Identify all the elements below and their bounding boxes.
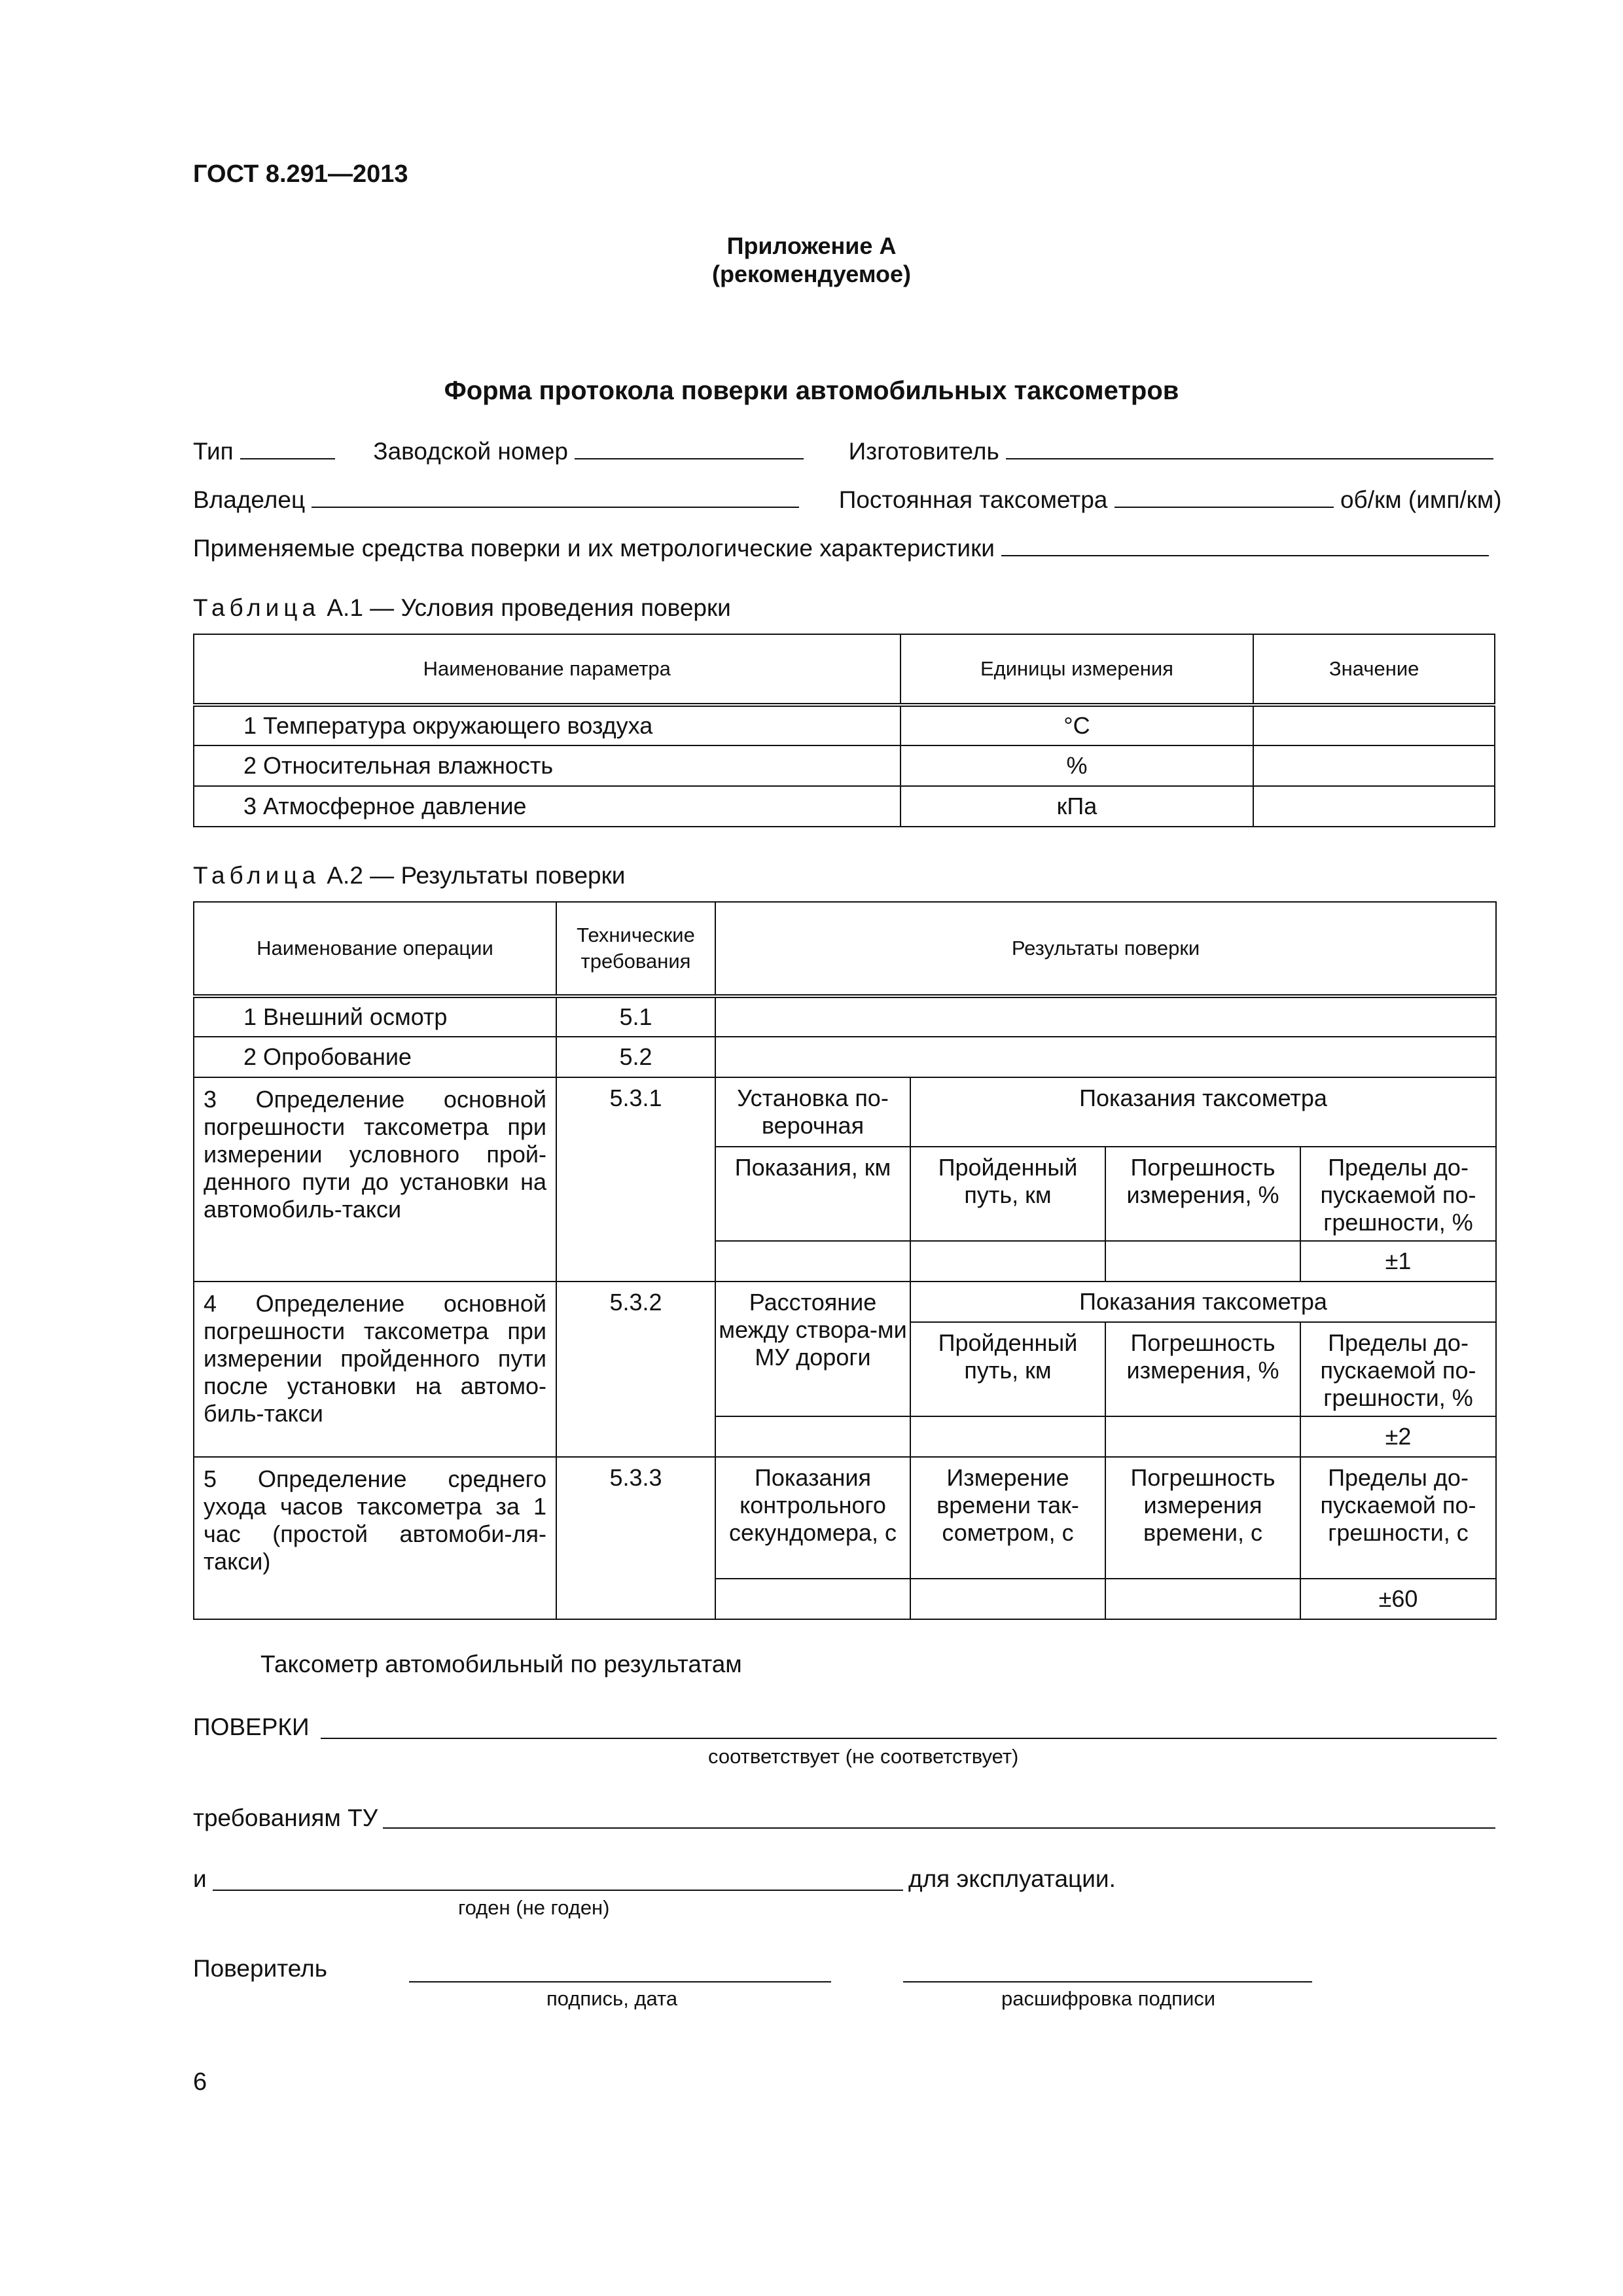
signature-hint: подпись, дата — [546, 1987, 678, 2010]
operation-name: 5 Определение среднего ухода часов таксометра за 1 час (простой автомоби-ля-такси) — [194, 1457, 556, 1619]
standard-number: ГОСТ 8.291—2013 — [193, 160, 408, 188]
field-row-3 — [193, 534, 1489, 562]
param-value[interactable] — [1253, 705, 1495, 745]
param-unit: % — [901, 745, 1254, 786]
serial-blank[interactable] — [575, 437, 804, 459]
operation-req: 5.1 — [556, 996, 715, 1037]
distance-header: Пройденный путь, км — [910, 1147, 1105, 1241]
limit-value: ±1 — [1300, 1241, 1496, 1282]
transcript-hint: расшифровка подписи — [1001, 1987, 1216, 2010]
operation-req: 5.3.3 — [556, 1457, 715, 1619]
error-header: Погрешность измерения, % — [1105, 1147, 1300, 1241]
table1-caption-word: Таблица — [193, 594, 321, 621]
time-meas-header: Измерение времени так-сометром, с — [910, 1457, 1105, 1579]
table2-caption-rest: А.2 — Результаты поверки — [327, 862, 626, 889]
operation-result[interactable] — [715, 1037, 1496, 1077]
value-cell[interactable] — [910, 1241, 1105, 1282]
appendix-title: Приложение А — [726, 232, 897, 259]
field-row-1 — [193, 437, 1493, 465]
limits-header: Пределы до-пускаемой по-грешности, с — [1300, 1457, 1496, 1579]
operation-req: 5.3.1 — [556, 1077, 715, 1282]
table-row — [194, 1282, 1496, 1322]
for-use-label: для эксплуатации. — [908, 1865, 1116, 1892]
table1-caption-rest: А.1 — Условия проведения поверки — [327, 594, 731, 621]
table-conditions — [193, 634, 1495, 827]
conclusion-line1: Таксометр автомобильный по результатам — [260, 1651, 742, 1677]
fit-hint: годен (не годен) — [458, 1896, 610, 1919]
table-row — [194, 786, 1495, 827]
fit-blank[interactable] — [213, 1890, 903, 1891]
and-label: и — [193, 1865, 207, 1892]
operation-name: 2 Опробование — [194, 1037, 556, 1077]
value-cell[interactable] — [715, 1579, 910, 1619]
verification-label: ПОВЕРКИ — [193, 1713, 310, 1740]
table1-caption — [193, 594, 731, 622]
table-row — [194, 1457, 1496, 1579]
param-value[interactable] — [1253, 786, 1495, 827]
param-name: 2 Относительная влажность — [194, 745, 901, 786]
transcript-blank[interactable] — [903, 1981, 1312, 1982]
table2-header-requirements: Технические требования — [556, 902, 715, 996]
table-results — [193, 901, 1497, 1620]
owner-label: Владелец — [193, 486, 306, 513]
operation-req: 5.2 — [556, 1037, 715, 1077]
signature-blank[interactable] — [409, 1981, 831, 1982]
table2-header-results: Результаты поверки — [715, 902, 1496, 996]
param-unit: °С — [901, 705, 1254, 745]
km-header: Показания, км — [715, 1147, 910, 1241]
operation-name: 3 Определение основной погрешности таксометра при измерении условного прой-денного пути до установки на автомобиль-такси — [194, 1077, 556, 1282]
table1-header-unit: Единицы измерения — [901, 634, 1254, 705]
error-header: Погрешность измерения, % — [1105, 1322, 1300, 1416]
table-row — [194, 996, 1496, 1037]
value-cell[interactable] — [1105, 1416, 1300, 1457]
value-cell[interactable] — [1105, 1579, 1300, 1619]
operation-req: 5.3.2 — [556, 1282, 715, 1457]
table-row — [194, 745, 1495, 786]
requirements-blank[interactable] — [383, 1827, 1495, 1829]
manufacturer-label: Изготовитель — [848, 438, 999, 465]
table2-caption-word: Таблица — [193, 862, 321, 889]
table2-header-operation: Наименование операции — [194, 902, 556, 996]
requirements-label: требованиям ТУ — [193, 1804, 378, 1831]
appendix-subtitle: (рекомендуемое) — [712, 260, 911, 287]
limit-value: ±60 — [1300, 1579, 1496, 1619]
page-number: 6 — [193, 2068, 207, 2096]
table1-header-value: Значение — [1253, 634, 1495, 705]
means-label: Применяемые средства поверки и их метрологические характеристики — [193, 535, 995, 562]
serial-label: Заводской номер — [373, 438, 569, 465]
operation-name: 1 Внешний осмотр — [194, 996, 556, 1037]
constant-label: Постоянная таксометра — [838, 486, 1108, 513]
value-cell[interactable] — [715, 1416, 910, 1457]
limits-header: Пределы до-пускаемой по-грешности, % — [1300, 1322, 1496, 1416]
form-title: Форма протокола поверки автомобильных таксометров — [444, 376, 1179, 405]
value-cell[interactable] — [910, 1579, 1105, 1619]
param-unit: кПа — [901, 786, 1254, 827]
distance-between-header: Расстояние между створа-ми МУ дороги — [715, 1282, 910, 1416]
constant-unit: об/км (имп/км) — [1340, 486, 1502, 513]
value-cell[interactable] — [910, 1416, 1105, 1457]
setup-header: Установка по-верочная — [715, 1077, 910, 1147]
limit-value: ±2 — [1300, 1416, 1496, 1457]
table-row — [194, 1037, 1496, 1077]
type-blank[interactable] — [240, 437, 335, 459]
stopwatch-header: Показания контрольного секундомера, с — [715, 1457, 910, 1579]
constant-blank[interactable] — [1115, 486, 1334, 508]
field-row-2 — [193, 486, 1502, 514]
table2-caption — [193, 862, 625, 889]
manufacturer-blank[interactable] — [1006, 437, 1493, 459]
owner-blank[interactable] — [312, 486, 799, 508]
complies-hint: соответствует (не соответствует) — [708, 1745, 1019, 1768]
distance-header: Пройденный путь, км — [910, 1322, 1105, 1416]
operation-name: 4 Определение основной погрешности таксометра при измерении пройденного пути после установки на автомо-биль-такси — [194, 1282, 556, 1457]
value-cell[interactable] — [1105, 1241, 1300, 1282]
value-cell[interactable] — [715, 1241, 910, 1282]
verification-blank[interactable] — [321, 1738, 1497, 1739]
table-row — [194, 705, 1495, 745]
type-label: Тип — [193, 438, 234, 465]
readings-header: Показания таксометра — [910, 1077, 1496, 1147]
param-name: 3 Атмосферное давление — [194, 786, 901, 827]
time-error-header: Погрешность измерения времени, с — [1105, 1457, 1300, 1579]
table1-header-param: Наименование параметра — [194, 634, 901, 705]
operation-result[interactable] — [715, 996, 1496, 1037]
limits-header: Пределы до-пускаемой по-грешности, % — [1300, 1147, 1496, 1241]
param-name: 1 Температура окружающего воздуха — [194, 705, 901, 745]
param-value[interactable] — [1253, 745, 1495, 786]
table-row — [194, 1077, 1496, 1147]
means-blank[interactable] — [1001, 534, 1489, 556]
readings-header: Показания таксометра — [910, 1282, 1496, 1322]
verifier-label: Поверитель — [193, 1955, 327, 1982]
